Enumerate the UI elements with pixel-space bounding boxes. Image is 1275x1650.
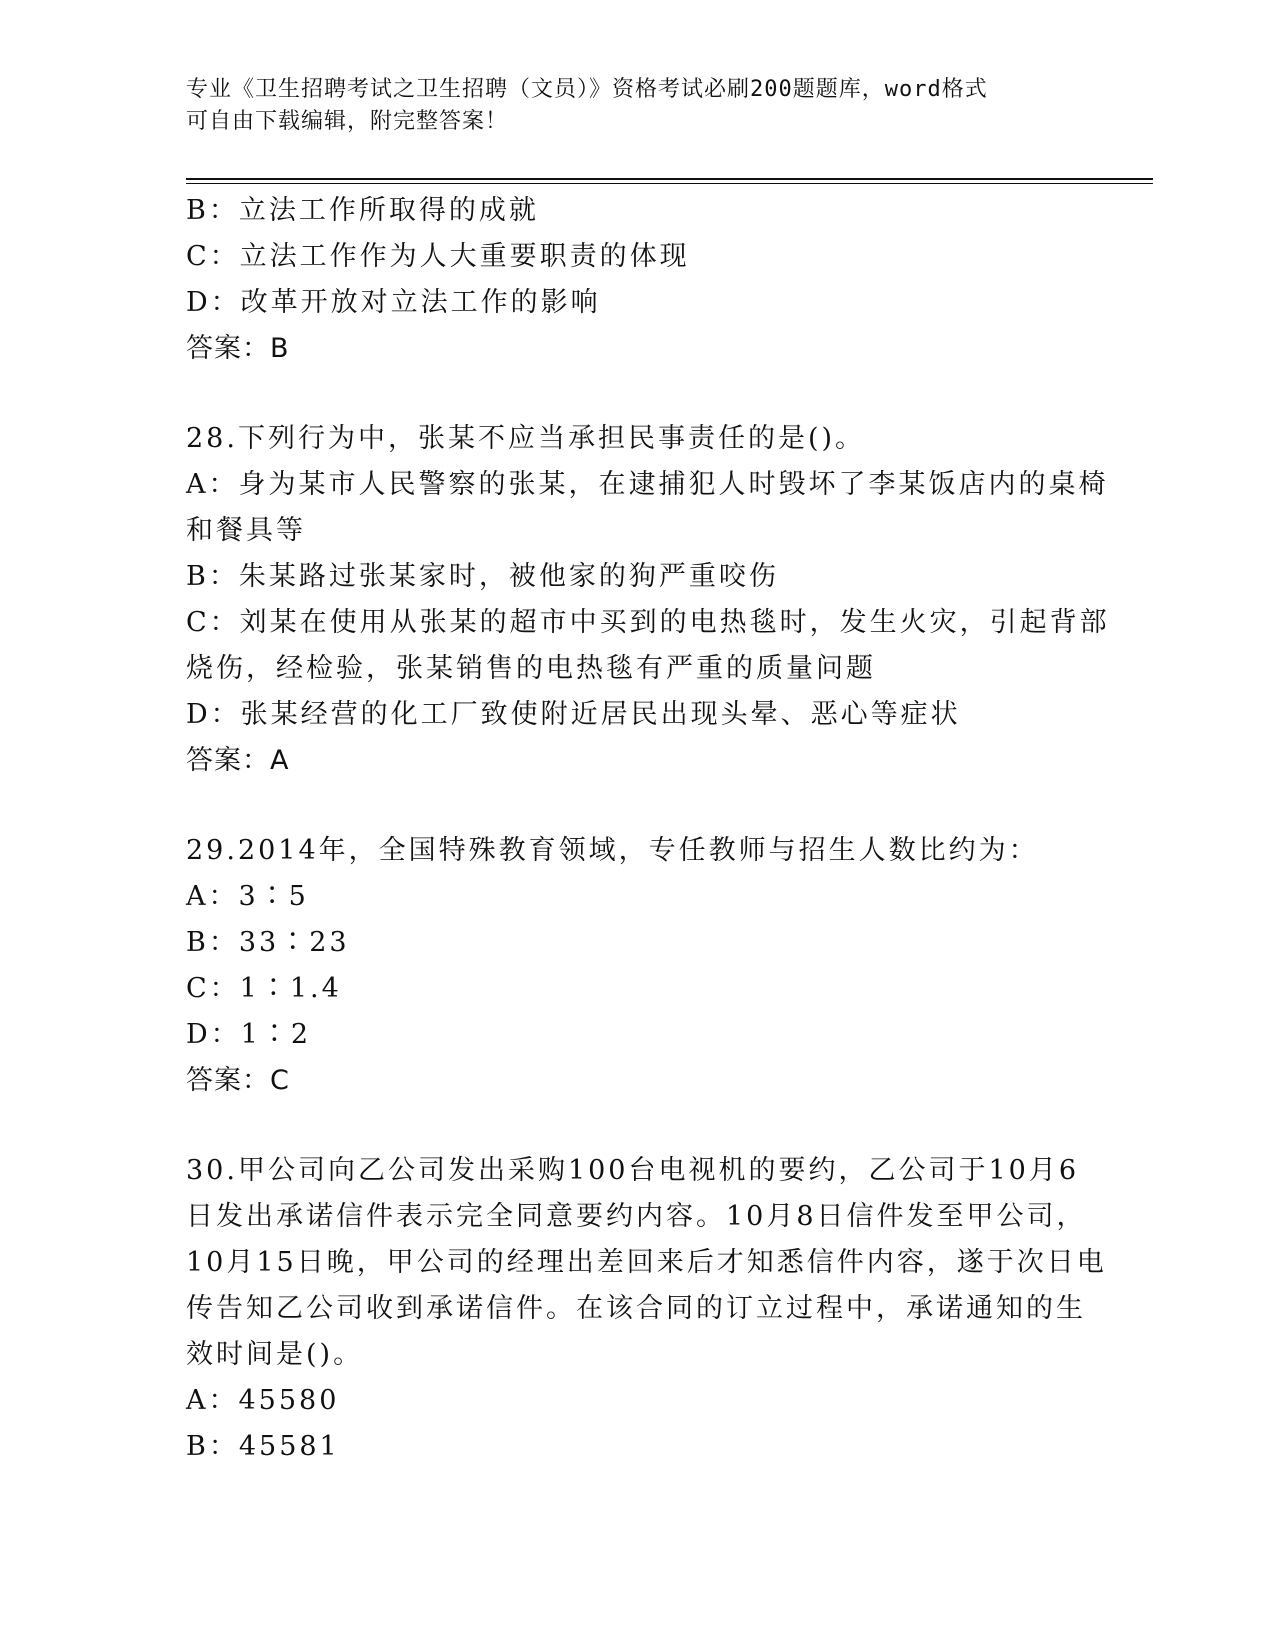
header-rule-thin bbox=[186, 183, 1153, 184]
question-text: 29.2014年，全国特殊教育领域，专任教师与招生人数比约为： bbox=[186, 835, 1039, 866]
document-body bbox=[186, 188, 1110, 1470]
question-28 bbox=[186, 416, 1110, 784]
option-a: A：45580 bbox=[186, 1385, 340, 1416]
question-30 bbox=[186, 1148, 1107, 1470]
spacer bbox=[186, 784, 1086, 828]
header-rule-thick bbox=[186, 178, 1153, 180]
option-d: D：张某经营的化工厂致使附近居民出现头晕、恶心等症状 bbox=[186, 699, 961, 730]
option-b: B：33∶23 bbox=[186, 927, 350, 958]
answer-line: 答案：C bbox=[186, 1065, 290, 1096]
header-line-2: 可自由下载编辑，附完整答案！ bbox=[186, 109, 509, 134]
option-c-continued: 烧伤，经检验，张某销售的电热毯有严重的质量问题 bbox=[186, 653, 876, 684]
option-b: B：立法工作所取得的成就 bbox=[186, 195, 539, 226]
spacer bbox=[186, 372, 1086, 416]
option-c: C：刘某在使用从张某的超市中买到的电热毯时，发生火灾，引起背部 bbox=[186, 607, 1110, 638]
question-text: 28.下列行为中，张某不应当承担民事责任的是()。 bbox=[186, 423, 866, 454]
answer-line: 答案：B bbox=[186, 333, 290, 364]
header-line-1: 专业《卫生招聘考试之卫生招聘（文员）》资格考试必刷200题题库，word格式 bbox=[186, 77, 988, 102]
option-c: C：立法工作作为人大重要职责的体现 bbox=[186, 241, 690, 272]
question-text-line-5: 效时间是()。 bbox=[186, 1339, 364, 1370]
question-text-line-3: 10月15日晚，甲公司的经理出差回来后才知悉信件内容，遂于次日电 bbox=[186, 1247, 1107, 1278]
option-a-continued: 和餐具等 bbox=[186, 515, 306, 546]
question-text-line-2: 日发出承诺信件表示完全同意要约内容。10月8日信件发至甲公司， bbox=[186, 1201, 1087, 1232]
option-c: C：1∶1.4 bbox=[186, 973, 342, 1004]
question-text-line-4: 传告知乙公司收到承诺信件。在该合同的订立过程中，承诺通知的生 bbox=[186, 1293, 1086, 1324]
option-a: A：身为某市人民警察的张某，在逮捕犯人时毁坏了李某饭店内的桌椅 bbox=[186, 469, 1109, 500]
option-b: B：朱某路过张某家时，被他家的狗严重咬伤 bbox=[186, 561, 779, 592]
document-header bbox=[186, 74, 1086, 138]
option-d: D：1∶2 bbox=[186, 1019, 312, 1050]
option-b: B：45581 bbox=[186, 1431, 340, 1462]
option-a: A：3∶5 bbox=[186, 881, 309, 912]
spacer bbox=[186, 1104, 1086, 1148]
question-29 bbox=[186, 828, 1086, 1104]
question-text-line-1: 30.甲公司向乙公司发出采购100台电视机的要约，乙公司于10月6 bbox=[186, 1155, 1080, 1186]
option-d: D：改革开放对立法工作的影响 bbox=[186, 287, 601, 318]
answer-line: 答案：A bbox=[186, 745, 290, 776]
